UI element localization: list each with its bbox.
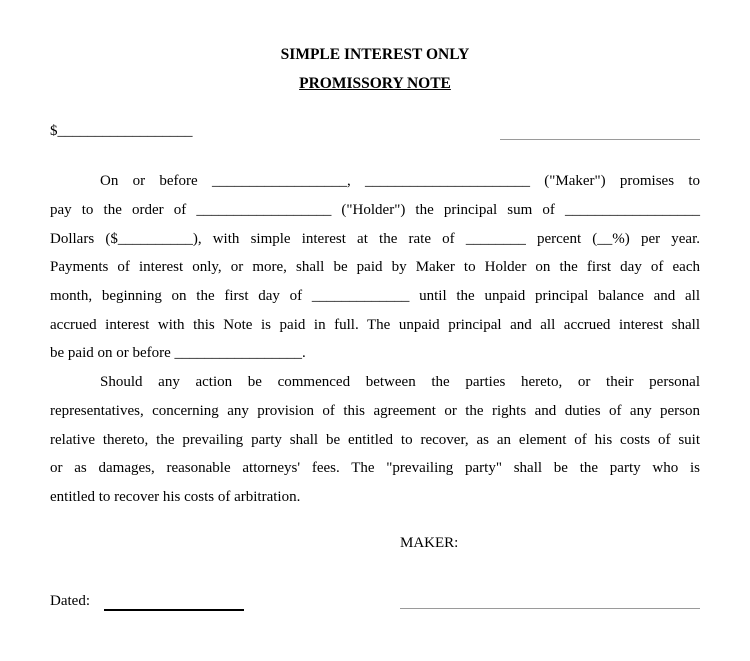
maker-label: MAKER: bbox=[400, 535, 459, 551]
paragraph1-line4: Payments of interest only, or more, shall be paid by Maker to Holder on the first day of each bbox=[50, 259, 700, 275]
amount-field: $__________________ bbox=[50, 123, 193, 139]
document-title-line2: PROMISSORY NOTE bbox=[299, 75, 451, 92]
paragraph1-line5: month, beginning on the first day of _____________ until the unpaid principal balance and all bbox=[50, 288, 700, 304]
paragraph1-line6: accrued interest with this Note is paid in full. The unpaid principal and all accrued interest shall bbox=[50, 317, 700, 333]
dated-signature-line bbox=[104, 609, 244, 611]
paragraph2-line1: Should any action be commenced between the parties hereto, or their personal bbox=[100, 374, 700, 390]
paragraph2-line3: relative thereto, the prevailing party shall be entitled to recover, as an element of his costs of suit bbox=[50, 432, 700, 448]
paragraph1-line7: be paid on or before _________________. bbox=[50, 345, 306, 361]
paragraph2-line4: or as damages, reasonable attorneys' fees. The "prevailing party" shall be the party who is bbox=[50, 460, 700, 476]
paragraph2-line5: entitled to recover his costs of arbitration. bbox=[50, 489, 301, 505]
paragraph1-line3: Dollars ($__________), with simple interest at the rate of ________ percent (__%) per year. bbox=[50, 231, 700, 247]
top-right-signature-line bbox=[500, 139, 700, 140]
paragraph2-line2: representatives, concerning any provision of this agreement or the rights and duties of any person bbox=[50, 403, 700, 419]
paragraph1-line1: On or before __________________, ______________________ ("Maker") promises to bbox=[100, 173, 700, 189]
maker-signature-line bbox=[400, 608, 700, 609]
dated-label: Dated: bbox=[50, 593, 90, 609]
paragraph1-line2: pay to the order of __________________ ("Holder") the principal sum of __________________ bbox=[50, 202, 700, 218]
document-title-line1: SIMPLE INTEREST ONLY bbox=[280, 46, 470, 63]
